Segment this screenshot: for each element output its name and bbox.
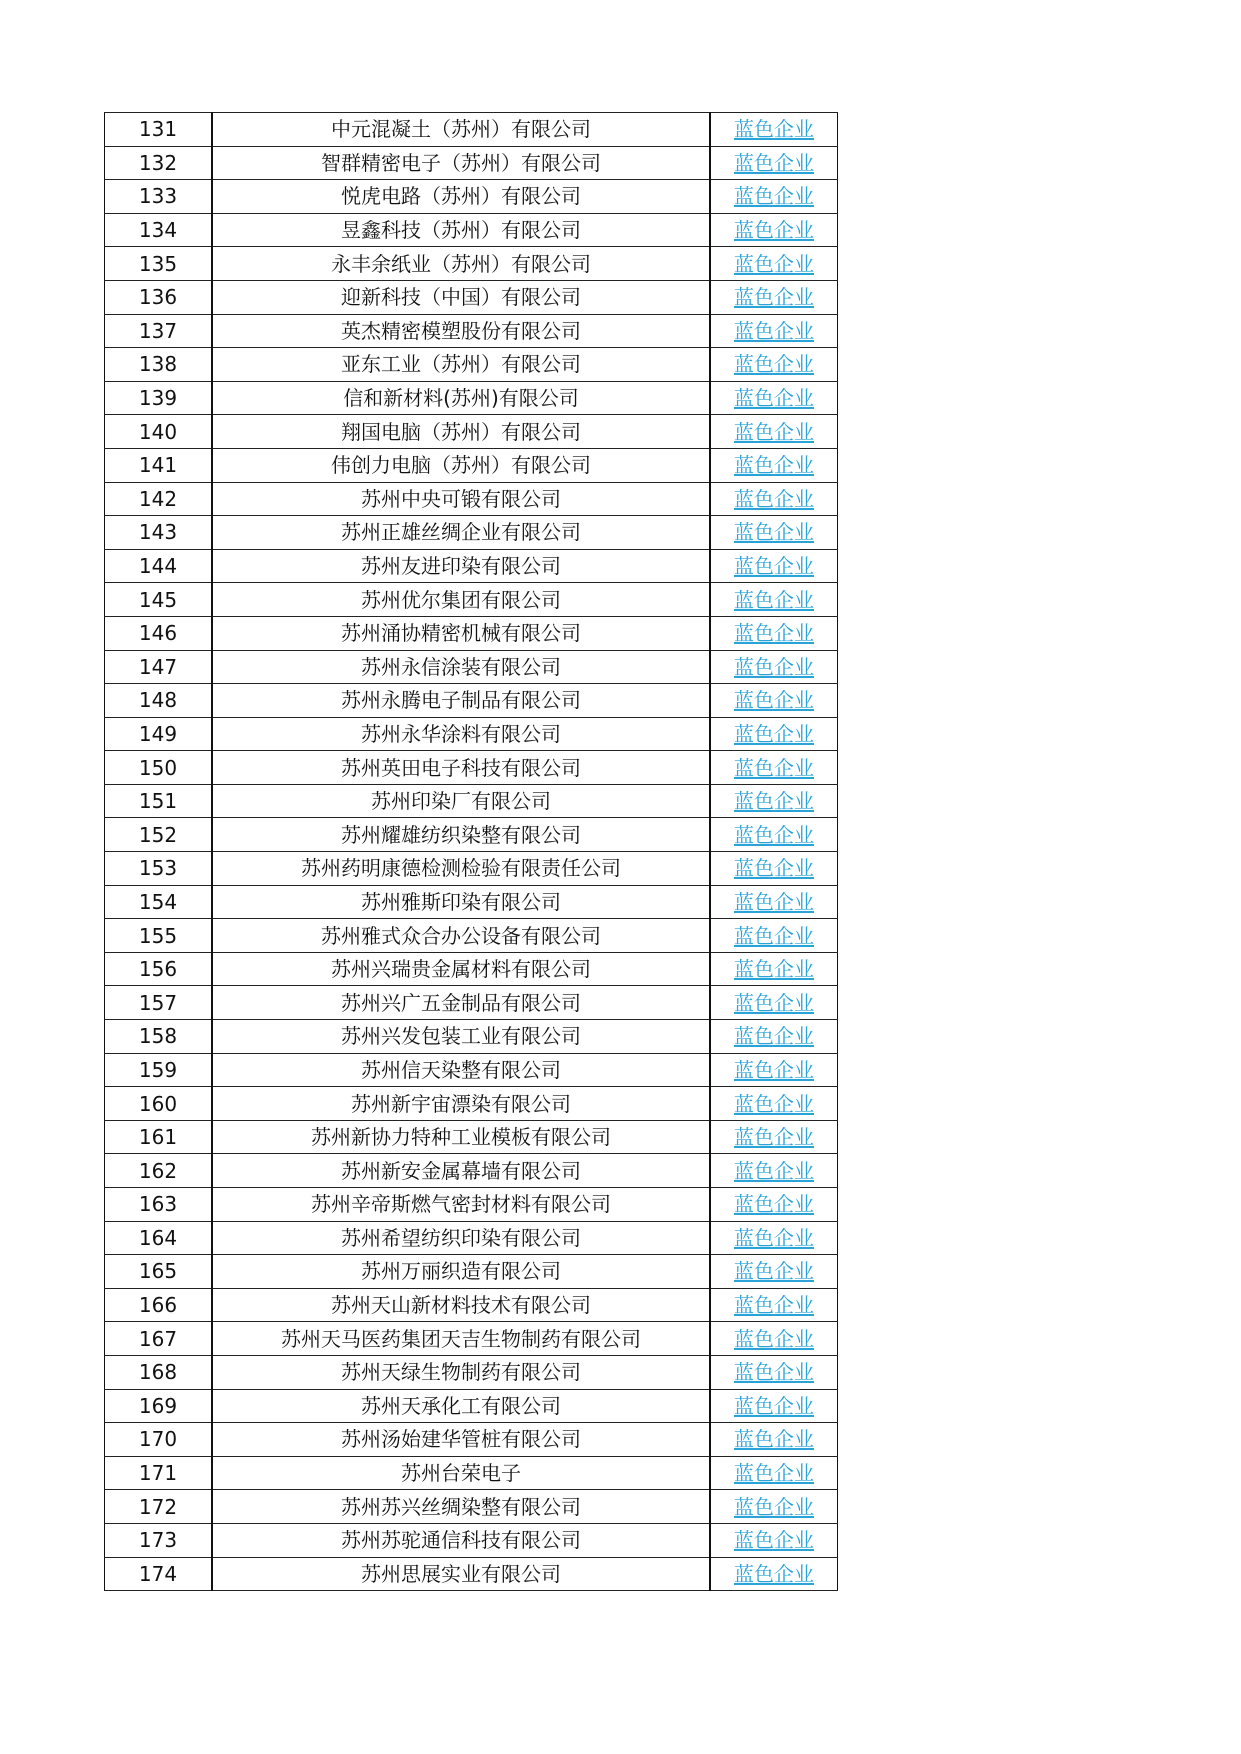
table-body xyxy=(105,113,838,1591)
company-name: 苏州苏兴丝绸染整有限公司 xyxy=(212,1490,710,1524)
rating-link[interactable]: 蓝色企业 xyxy=(734,889,814,914)
row-number: 169 xyxy=(105,1389,213,1423)
rating-cell xyxy=(710,1389,838,1423)
row-number: 143 xyxy=(105,516,213,550)
table-row xyxy=(105,650,838,684)
table-row xyxy=(105,986,838,1020)
table-row xyxy=(105,885,838,919)
row-number: 163 xyxy=(105,1188,213,1222)
company-name: 翔国电脑（苏州）有限公司 xyxy=(212,415,710,449)
row-number: 142 xyxy=(105,482,213,516)
rating-cell xyxy=(710,751,838,785)
rating-link[interactable]: 蓝色企业 xyxy=(734,789,814,814)
rating-cell xyxy=(710,885,838,919)
table-row xyxy=(105,751,838,785)
company-name: 苏州天绿生物制药有限公司 xyxy=(212,1355,710,1389)
rating-cell xyxy=(710,1053,838,1087)
company-name: 昱鑫科技（苏州）有限公司 xyxy=(212,213,710,247)
table-row xyxy=(105,919,838,953)
rating-cell xyxy=(710,784,838,818)
row-number: 161 xyxy=(105,1120,213,1154)
company-name: 苏州正雄丝绸企业有限公司 xyxy=(212,516,710,550)
rating-cell xyxy=(710,280,838,314)
row-number: 164 xyxy=(105,1221,213,1255)
row-number: 139 xyxy=(105,381,213,415)
company-name: 苏州友进印染有限公司 xyxy=(212,549,710,583)
row-number: 152 xyxy=(105,818,213,852)
company-name: 苏州信天染整有限公司 xyxy=(212,1053,710,1087)
row-number: 172 xyxy=(105,1490,213,1524)
table-row xyxy=(105,583,838,617)
rating-link[interactable]: 蓝色企业 xyxy=(734,688,814,713)
row-number: 158 xyxy=(105,1020,213,1054)
rating-link[interactable]: 蓝色企业 xyxy=(734,1360,814,1385)
table-row xyxy=(105,516,838,550)
row-number: 146 xyxy=(105,616,213,650)
company-name: 苏州汤始建华管桩有限公司 xyxy=(212,1423,710,1457)
company-name: 迎新科技（中国）有限公司 xyxy=(212,280,710,314)
table-row xyxy=(105,1255,838,1289)
table-row xyxy=(105,1120,838,1154)
rating-cell xyxy=(710,1288,838,1322)
rating-link[interactable]: 蓝色企业 xyxy=(734,1091,814,1116)
rating-link[interactable]: 蓝色企业 xyxy=(734,621,814,646)
rating-cell xyxy=(710,1355,838,1389)
rating-link[interactable]: 蓝色企业 xyxy=(734,856,814,881)
rating-cell xyxy=(710,852,838,886)
company-name: 永丰余纸业（苏州）有限公司 xyxy=(212,247,710,281)
company-name: 苏州英田电子科技有限公司 xyxy=(212,751,710,785)
rating-cell xyxy=(710,448,838,482)
company-name: 苏州辛帝斯燃气密封材料有限公司 xyxy=(212,1188,710,1222)
company-name: 智群精密电子（苏州）有限公司 xyxy=(212,146,710,180)
rating-cell xyxy=(710,1490,838,1524)
table-row xyxy=(105,1456,838,1490)
table-row xyxy=(105,1154,838,1188)
rating-link[interactable]: 蓝色企业 xyxy=(734,285,814,310)
company-name: 苏州中央可锻有限公司 xyxy=(212,482,710,516)
rating-link[interactable]: 蓝色企业 xyxy=(734,1192,814,1217)
rating-link[interactable]: 蓝色企业 xyxy=(734,990,814,1015)
row-number: 144 xyxy=(105,549,213,583)
company-name: 苏州兴广五金制品有限公司 xyxy=(212,986,710,1020)
rating-link[interactable]: 蓝色企业 xyxy=(734,318,814,343)
row-number: 150 xyxy=(105,751,213,785)
table-row xyxy=(105,381,838,415)
rating-cell xyxy=(710,213,838,247)
table-row xyxy=(105,280,838,314)
table-row xyxy=(105,213,838,247)
company-name: 苏州雅式众合办公设备有限公司 xyxy=(212,919,710,953)
company-name: 亚东工业（苏州）有限公司 xyxy=(212,348,710,382)
rating-link[interactable]: 蓝色企业 xyxy=(734,453,814,478)
rating-cell xyxy=(710,146,838,180)
table-row xyxy=(105,113,838,147)
company-name: 苏州涌协精密机械有限公司 xyxy=(212,616,710,650)
company-name: 苏州兴发包装工业有限公司 xyxy=(212,1020,710,1054)
table-row xyxy=(105,1389,838,1423)
rating-cell xyxy=(710,1154,838,1188)
table-row xyxy=(105,1423,838,1457)
rating-link[interactable]: 蓝色企业 xyxy=(734,554,814,579)
row-number: 155 xyxy=(105,919,213,953)
company-name: 信和新材料(苏州)有限公司 xyxy=(212,381,710,415)
rating-link[interactable]: 蓝色企业 xyxy=(734,755,814,780)
row-number: 171 xyxy=(105,1456,213,1490)
rating-link[interactable]: 蓝色企业 xyxy=(734,1057,814,1082)
rating-cell xyxy=(710,415,838,449)
rating-cell xyxy=(710,1120,838,1154)
rating-cell xyxy=(710,1087,838,1121)
table-row xyxy=(105,1221,838,1255)
rating-link[interactable]: 蓝色企业 xyxy=(734,1427,814,1452)
company-name: 苏州希望纺织印染有限公司 xyxy=(212,1221,710,1255)
table-row xyxy=(105,448,838,482)
enterprise-rating-table xyxy=(104,112,838,1591)
company-name: 苏州雅斯印染有限公司 xyxy=(212,885,710,919)
rating-link[interactable]: 蓝色企业 xyxy=(734,486,814,511)
rating-cell xyxy=(710,549,838,583)
rating-cell xyxy=(710,818,838,852)
rating-link[interactable]: 蓝色企业 xyxy=(734,150,814,175)
rating-cell xyxy=(710,952,838,986)
rating-cell xyxy=(710,684,838,718)
rating-link[interactable]: 蓝色企业 xyxy=(734,1461,814,1486)
table-row xyxy=(105,1355,838,1389)
rating-cell xyxy=(710,247,838,281)
rating-link[interactable]: 蓝色企业 xyxy=(734,184,814,209)
company-name: 苏州新协力特种工业模板有限公司 xyxy=(212,1120,710,1154)
row-number: 136 xyxy=(105,280,213,314)
rating-cell xyxy=(710,482,838,516)
rating-link[interactable]: 蓝色企业 xyxy=(734,1393,814,1418)
row-number: 173 xyxy=(105,1523,213,1557)
row-number: 166 xyxy=(105,1288,213,1322)
row-number: 160 xyxy=(105,1087,213,1121)
row-number: 157 xyxy=(105,986,213,1020)
company-name: 苏州新宇宙漂染有限公司 xyxy=(212,1087,710,1121)
row-number: 156 xyxy=(105,952,213,986)
company-name: 苏州永华涂料有限公司 xyxy=(212,717,710,751)
company-name: 苏州耀雄纺织染整有限公司 xyxy=(212,818,710,852)
table-row xyxy=(105,1523,838,1557)
company-name: 苏州万丽织造有限公司 xyxy=(212,1255,710,1289)
table-row xyxy=(105,180,838,214)
rating-link[interactable]: 蓝色企业 xyxy=(734,1561,814,1586)
rating-link[interactable]: 蓝色企业 xyxy=(734,520,814,545)
rating-link[interactable]: 蓝色企业 xyxy=(734,218,814,243)
rating-cell xyxy=(710,986,838,1020)
row-number: 162 xyxy=(105,1154,213,1188)
rating-cell xyxy=(710,1423,838,1457)
row-number: 134 xyxy=(105,213,213,247)
row-number: 167 xyxy=(105,1322,213,1356)
rating-link[interactable]: 蓝色企业 xyxy=(734,957,814,982)
rating-cell xyxy=(710,1188,838,1222)
company-name: 苏州天山新材料技术有限公司 xyxy=(212,1288,710,1322)
rating-link[interactable]: 蓝色企业 xyxy=(734,1024,814,1049)
rating-link[interactable]: 蓝色企业 xyxy=(734,1494,814,1519)
company-name: 中元混凝土（苏州）有限公司 xyxy=(212,113,710,147)
table-row xyxy=(105,1053,838,1087)
company-name: 苏州兴瑞贵金属材料有限公司 xyxy=(212,952,710,986)
row-number: 135 xyxy=(105,247,213,281)
row-number: 165 xyxy=(105,1255,213,1289)
rating-link[interactable]: 蓝色企业 xyxy=(734,654,814,679)
rating-cell xyxy=(710,1221,838,1255)
rating-link[interactable]: 蓝色企业 xyxy=(734,923,814,948)
table-row xyxy=(105,1020,838,1054)
row-number: 149 xyxy=(105,717,213,751)
company-name: 悦虎电路（苏州）有限公司 xyxy=(212,180,710,214)
table-row xyxy=(105,1490,838,1524)
rating-cell xyxy=(710,583,838,617)
row-number: 140 xyxy=(105,415,213,449)
table-row xyxy=(105,852,838,886)
table-row xyxy=(105,784,838,818)
rating-cell xyxy=(710,1255,838,1289)
table-row xyxy=(105,146,838,180)
row-number: 168 xyxy=(105,1355,213,1389)
rating-cell xyxy=(710,1557,838,1591)
row-number: 170 xyxy=(105,1423,213,1457)
company-name: 苏州思展实业有限公司 xyxy=(212,1557,710,1591)
company-name: 苏州药明康德检测检验有限责任公司 xyxy=(212,852,710,886)
rating-link[interactable]: 蓝色企业 xyxy=(734,587,814,612)
rating-link[interactable]: 蓝色企业 xyxy=(734,386,814,411)
table-row xyxy=(105,616,838,650)
rating-cell xyxy=(710,113,838,147)
rating-cell xyxy=(710,1523,838,1557)
rating-link[interactable]: 蓝色企业 xyxy=(734,419,814,444)
rating-cell xyxy=(710,314,838,348)
rating-cell xyxy=(710,919,838,953)
row-number: 174 xyxy=(105,1557,213,1591)
rating-link[interactable]: 蓝色企业 xyxy=(734,1225,814,1250)
row-number: 151 xyxy=(105,784,213,818)
company-name: 伟创力电脑（苏州）有限公司 xyxy=(212,448,710,482)
company-name: 苏州台荣电子 xyxy=(212,1456,710,1490)
table-row xyxy=(105,348,838,382)
rating-cell xyxy=(710,381,838,415)
row-number: 145 xyxy=(105,583,213,617)
rating-cell xyxy=(710,516,838,550)
row-number: 132 xyxy=(105,146,213,180)
table-row xyxy=(105,549,838,583)
table-row xyxy=(105,1557,838,1591)
rating-link[interactable]: 蓝色企业 xyxy=(734,1293,814,1318)
company-name: 苏州优尔集团有限公司 xyxy=(212,583,710,617)
table-row xyxy=(105,247,838,281)
rating-cell xyxy=(710,1020,838,1054)
company-name: 苏州印染厂有限公司 xyxy=(212,784,710,818)
rating-cell xyxy=(710,180,838,214)
table-row xyxy=(105,1322,838,1356)
company-name: 苏州永腾电子制品有限公司 xyxy=(212,684,710,718)
rating-link[interactable]: 蓝色企业 xyxy=(734,117,814,142)
table-row xyxy=(105,684,838,718)
rating-link[interactable]: 蓝色企业 xyxy=(734,1259,814,1284)
table-row xyxy=(105,482,838,516)
rating-cell xyxy=(710,1456,838,1490)
row-number: 154 xyxy=(105,885,213,919)
company-name: 苏州苏驼通信科技有限公司 xyxy=(212,1523,710,1557)
row-number: 138 xyxy=(105,348,213,382)
table-row xyxy=(105,415,838,449)
table-row xyxy=(105,1188,838,1222)
row-number: 131 xyxy=(105,113,213,147)
row-number: 133 xyxy=(105,180,213,214)
company-name: 苏州天马医药集团天吉生物制药有限公司 xyxy=(212,1322,710,1356)
company-name: 苏州永信涂装有限公司 xyxy=(212,650,710,684)
rating-cell xyxy=(710,650,838,684)
rating-link[interactable]: 蓝色企业 xyxy=(734,1158,814,1183)
table-row xyxy=(105,717,838,751)
row-number: 148 xyxy=(105,684,213,718)
table-row xyxy=(105,1087,838,1121)
company-name: 苏州新安金属幕墙有限公司 xyxy=(212,1154,710,1188)
rating-link[interactable]: 蓝色企业 xyxy=(734,251,814,276)
rating-link[interactable]: 蓝色企业 xyxy=(734,1326,814,1351)
row-number: 147 xyxy=(105,650,213,684)
row-number: 141 xyxy=(105,448,213,482)
rating-link[interactable]: 蓝色企业 xyxy=(734,721,814,746)
rating-link[interactable]: 蓝色企业 xyxy=(734,1125,814,1150)
table-row xyxy=(105,314,838,348)
company-name: 英杰精密模塑股份有限公司 xyxy=(212,314,710,348)
rating-cell xyxy=(710,616,838,650)
table-row xyxy=(105,1288,838,1322)
rating-link[interactable]: 蓝色企业 xyxy=(734,1528,814,1553)
row-number: 159 xyxy=(105,1053,213,1087)
table-row xyxy=(105,952,838,986)
rating-cell xyxy=(710,348,838,382)
rating-link[interactable]: 蓝色企业 xyxy=(734,352,814,377)
company-name: 苏州天承化工有限公司 xyxy=(212,1389,710,1423)
rating-cell xyxy=(710,1322,838,1356)
rating-cell xyxy=(710,717,838,751)
rating-link[interactable]: 蓝色企业 xyxy=(734,822,814,847)
table-row xyxy=(105,818,838,852)
row-number: 153 xyxy=(105,852,213,886)
row-number: 137 xyxy=(105,314,213,348)
